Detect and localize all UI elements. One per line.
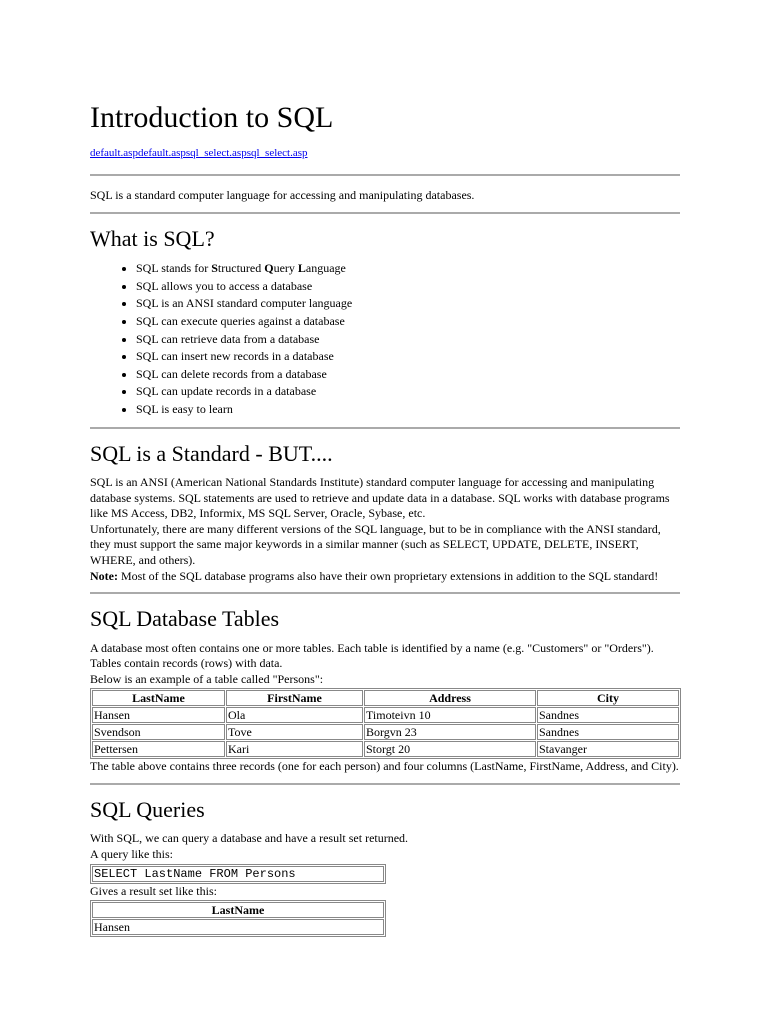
sql-query-code: SELECT LastName FROM Persons <box>92 866 384 882</box>
list-item: • SQL can retrieve data from a database <box>136 331 680 349</box>
queries-paragraph-1: With SQL, we can query a database and have a result set returned. <box>90 831 409 846</box>
table-row <box>92 707 679 723</box>
table-cell: Storgt 20 <box>364 741 536 757</box>
list-item: • SQL can insert new records in a database <box>136 348 680 366</box>
list-item: • SQL is an ANSI standard computer language <box>136 295 680 313</box>
table-cell: Sandnes <box>537 724 679 740</box>
divider <box>90 783 680 785</box>
list-item: • SQL stands for Structured Query Language <box>136 260 680 278</box>
divider <box>90 212 680 214</box>
note-label: Note: <box>90 568 118 583</box>
page-title: Introduction to SQL <box>90 101 334 134</box>
tables-paragraph-1: A database most often contains one or more tables. Each table is identified by a name (e.g. "Customers" or "Orders"). Tables contain records (rows) with data. <box>90 640 654 671</box>
table-row <box>92 724 679 740</box>
divider <box>90 592 680 594</box>
table-cell: Borgvn 23 <box>364 724 536 740</box>
column-header: LastName <box>92 690 225 706</box>
intro-text: SQL is a standard computer language for accessing and manipulating databases. <box>90 188 475 203</box>
queries-paragraph-3: Gives a result set like this: <box>90 883 217 898</box>
list-item: • SQL allows you to access a database <box>136 278 680 296</box>
table-row <box>92 741 679 757</box>
breadcrumb-link[interactable]: default.aspdefault.aspsql_select.aspsql_select.asp <box>90 147 308 159</box>
standard-paragraph-1: SQL is an ANSI (American National Standards Institute) standard computer language for accessing and manipulating database systems. SQL statements are used to retrieve and update data in a database. SQL works with database programs like MS Access, DB2, Informix, MS SQL Server, Oracle, Sybase, etc. <box>90 475 670 521</box>
standard-note <box>90 569 680 585</box>
table-cell: Timoteivn 10 <box>364 707 536 723</box>
table-cell: Pettersen <box>92 741 225 757</box>
table-cell: Stavanger <box>537 741 679 757</box>
section-heading-queries: SQL Queries <box>90 796 205 822</box>
note-text: Most of the SQL database programs also have their own proprietary extensions in addition to the SQL standard! <box>117 568 659 583</box>
table-cell: Hansen <box>92 707 225 723</box>
section-heading-standard: SQL is a Standard - BUT.... <box>90 440 333 466</box>
list-item: • SQL can delete records from a database <box>136 366 680 384</box>
query-code-box <box>90 864 386 884</box>
list-item: • SQL can execute queries against a database <box>136 313 680 331</box>
column-header: FirstName <box>226 690 363 706</box>
divider <box>90 174 680 176</box>
section-heading-tables: SQL Database Tables <box>90 606 280 632</box>
what-is-sql-list <box>90 260 680 418</box>
list-item: • SQL is easy to learn <box>136 401 680 419</box>
document-content <box>90 100 680 937</box>
table-cell: Ola <box>226 707 363 723</box>
column-header: Address <box>364 690 536 706</box>
table-cell: Sandnes <box>537 707 679 723</box>
column-header: City <box>537 690 679 706</box>
table-cell: Svendson <box>92 724 225 740</box>
table-row <box>92 866 384 882</box>
table-cell: Kari <box>226 741 363 757</box>
column-header: LastName <box>92 902 384 918</box>
tables-after-text: The table above contains three records (one for each person) and four columns (LastName, FirstName, Address, and City). <box>90 759 679 774</box>
table-row <box>92 919 384 935</box>
table-header-row <box>92 902 384 918</box>
standard-paragraph-2: Unfortunately, there are many different versions of the SQL language, but to be in compliance with the ANSI standard, they must support the same major keywords in a similar manner (such as SELECT, UPDATE, DELETE, INSERT, WHERE, and others). <box>90 521 661 567</box>
persons-table <box>90 688 681 759</box>
queries-paragraph-2: A query like this: <box>90 846 173 861</box>
table-cell: Tove <box>226 724 363 740</box>
result-table <box>90 900 386 937</box>
list-item: • SQL can update records in a database <box>136 383 680 401</box>
section-heading-what-is-sql: What is SQL? <box>90 225 215 251</box>
tables-paragraph-2: Below is an example of a table called "Persons": <box>90 671 324 686</box>
table-header-row <box>92 690 679 706</box>
divider <box>90 427 680 429</box>
table-cell: Hansen <box>92 919 384 935</box>
